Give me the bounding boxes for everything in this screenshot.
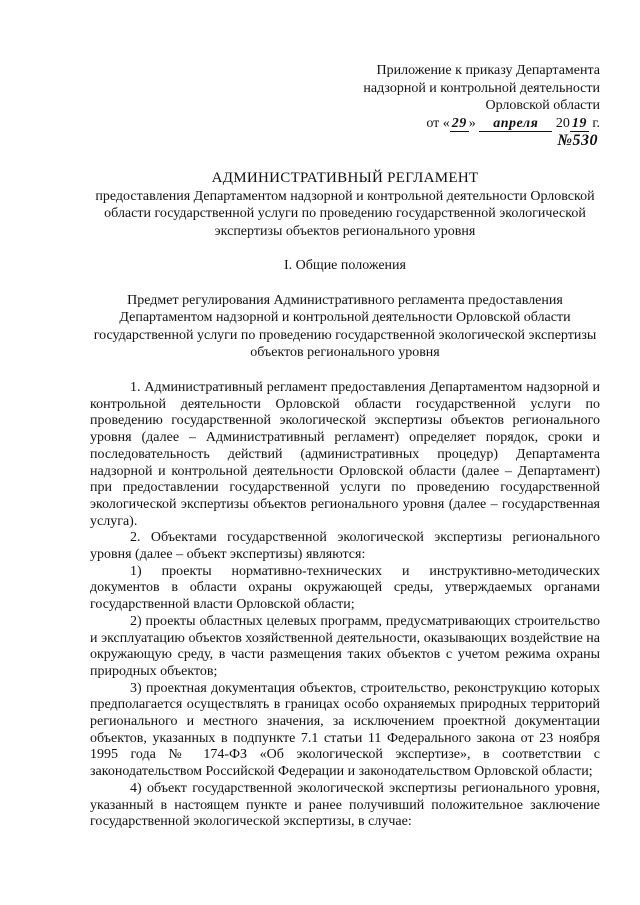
- subject-heading: Предмет регулирования Административного регламента предоставления Департаментом надзорной и контрольной деятельности Орловской области государственной услуги по проведению государственной экологической экспертизы объектов регионального уровня: [93, 292, 597, 360]
- list-item-4: 4) объект государственной экологической экспертизы регионального уровня, указанный в настоящем пункте и ранее получивший положительное заключение государственной экологической экспертизы, в случае:: [90, 780, 600, 830]
- approval-line-2: надзорной и контрольной деятельности: [363, 80, 600, 96]
- approval-date: от « 29 » апреля 20 19 г.: [426, 115, 600, 131]
- document-body: [90, 380, 600, 831]
- list-item-1: 1) проекты нормативно-технических и инструктивно-методических документов в области охраны окружающей среды, утверждаемых органами государственной власти Орловской области;: [90, 563, 600, 613]
- handwritten-day: 29: [451, 115, 467, 131]
- paragraph-1: 1. Административный регламент предоставления Департаментом надзорной и контрольной деятельности Орловской области государственной услуги по проведению государственной экологической экспертизы объектов регионального уровня (далее – Административный регламент) определяет порядок, сроки и последовательность действий (административных процедур) Департамента надзорной и контрольной деятельности Орловской области (далее – Департамент) при предоставлении государственной услуги по проведению государственной экологической экспертизы объектов регионального уровня (далее – государственная услуга).: [90, 380, 600, 529]
- document-title: АДМИНИСТРАТИВНЫЙ РЕГЛАМЕНТ: [211, 170, 479, 186]
- approval-block: [350, 62, 600, 150]
- list-item-2: 2) проекты областных целевых программ, предусматривающих строительство и эксплуатацию объектов хозяйственной деятельности, оказывающих воздействие на окружающую среду, в части размещения таких объектов с учетом режима охраны природных объектов;: [90, 613, 600, 679]
- handwritten-year: 19: [571, 115, 587, 131]
- document-subtitle: предоставления Департаментом надзорной и контрольной деятельности Орловской области государственной услуги по проведению государственной экологической экспертизы объектов регионального уровня: [95, 188, 595, 239]
- approval-line-3: Орловской области: [485, 98, 600, 113]
- handwritten-order-number: №530: [557, 132, 598, 149]
- paragraph-2: 2. Объектами государственной экологической экспертизы регионального уровня (далее – объект экспертизы) являются:: [90, 530, 600, 563]
- approval-line-1: Приложение к приказу Департамента: [376, 63, 600, 78]
- list-item-3: 3) проектная документация объектов, строительство, реконструкцию которых предполагается осуществлять в границах особо охраняемых природных территорий регионального и местного значения, за исключением проектной документации объектов, указанных в подпункте 7.1 статьи 11 Федерального закона от 23 ноября 1995 года № 174-ФЗ «Об экологической экспертизе», в соответствии с законодательством Российской Федерации и законодательством Орловской области;: [90, 680, 600, 780]
- handwritten-month: апреля: [479, 116, 552, 132]
- title-block: [90, 170, 600, 362]
- section-heading: I. Общие положения: [284, 258, 406, 273]
